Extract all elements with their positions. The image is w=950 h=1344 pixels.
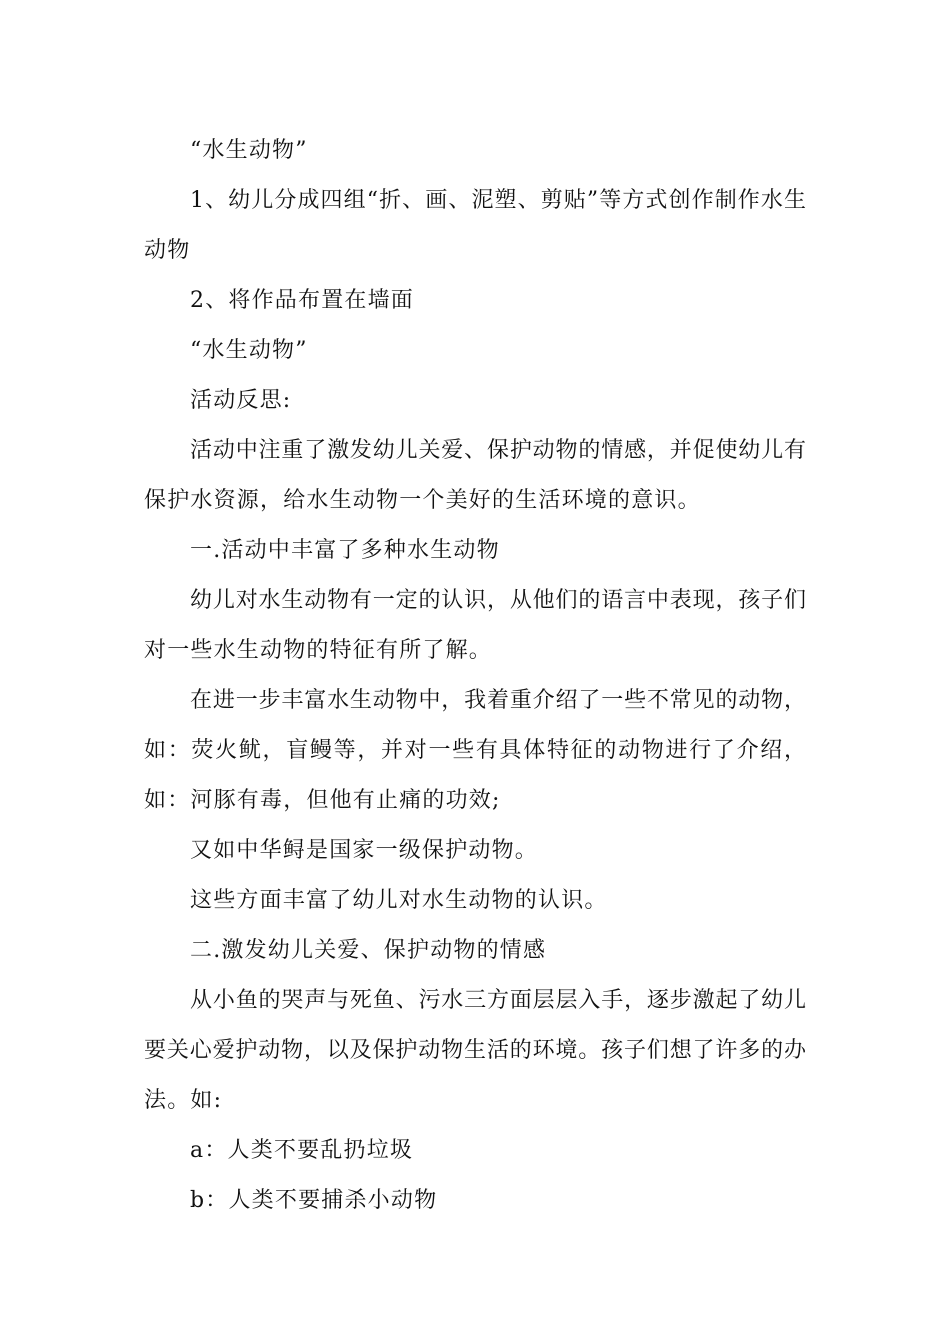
- heading-water-animals: “水生动物”: [190, 338, 308, 363]
- paragraph-line: 要关心爱护动物，以及保护动物生活的环境。孩子们想了许多的办: [144, 1038, 806, 1063]
- paragraph-line: 如：河豚有毒，但他有止痛的功效;: [144, 788, 501, 813]
- paragraph-line: 幼儿对水生动物有一定的认识，从他们的语言中表现，孩子们: [190, 588, 806, 613]
- paragraph-line: 如：荧火鱿，盲鳗等，并对一些有具体特征的动物进行了介绍，: [144, 738, 806, 763]
- section-heading-reflection: 活动反思:: [190, 388, 292, 413]
- heading-water-animals: “水生动物”: [190, 138, 308, 163]
- paragraph-line: 在进一步丰富水生动物中，我着重介绍了一些不常见的动物，: [190, 688, 806, 713]
- section-heading-2: 二.激发幼儿关爱、保护动物的情感: [190, 938, 547, 963]
- paragraph-line: 又如中华鲟是国家一级保护动物。: [190, 838, 539, 863]
- list-item-a: a：人类不要乱扔垃圾: [190, 1138, 414, 1163]
- paragraph-line: 对一些水生动物的特征有所了解。: [144, 638, 493, 663]
- list-item-b: b：人类不要捕杀小动物: [190, 1188, 438, 1213]
- paragraph-line: 2、将作品布置在墙面: [190, 288, 414, 313]
- section-heading-1: 一.活动中丰富了多种水生动物: [190, 538, 500, 563]
- paragraph-line: 保护水资源，给水生动物一个美好的生活环境的意识。: [144, 488, 701, 513]
- paragraph-line: 活动中注重了激发幼儿关爱、保护动物的情感，并促使幼儿有: [190, 438, 806, 463]
- paragraph-line: 1、幼儿分成四组“折、画、泥塑、剪贴”等方式创作制作水生: [190, 188, 806, 213]
- paragraph-line: 动物: [144, 238, 191, 263]
- paragraph-line: 法。如:: [144, 1088, 223, 1113]
- paragraph-line: 这些方面丰富了幼儿对水生动物的认识。: [190, 888, 608, 913]
- paragraph-line: 从小鱼的哭声与死鱼、污水三方面层层入手，逐步激起了幼儿: [190, 988, 806, 1013]
